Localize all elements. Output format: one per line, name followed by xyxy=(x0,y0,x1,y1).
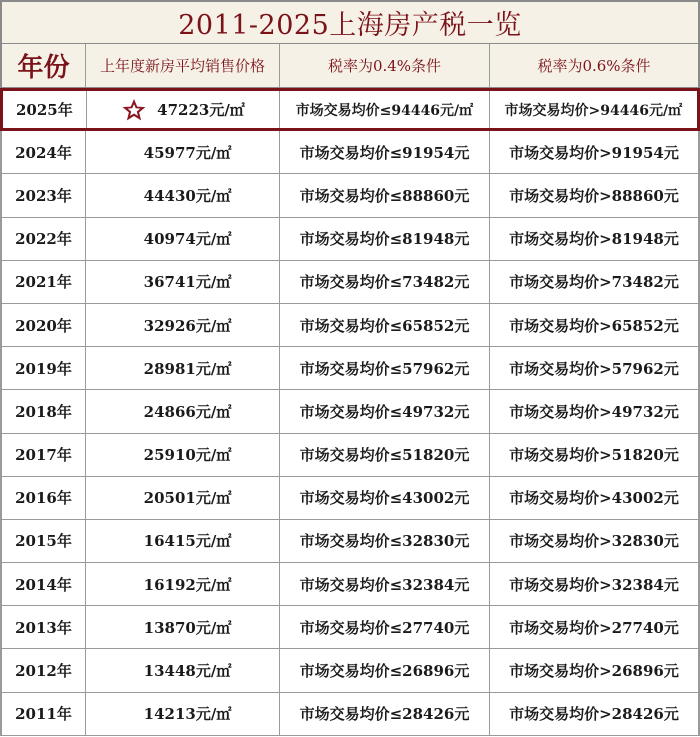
rate-high-cell xyxy=(490,434,698,476)
rate-low-value: 市场交易均价≤88860元 xyxy=(299,186,470,205)
rate-high-value: 市场交易均价>73482元 xyxy=(509,273,679,292)
rate-low-value: 市场交易均价≤43002元 xyxy=(299,489,470,508)
year-value: 2024年 xyxy=(15,143,72,162)
year-value: 2015年 xyxy=(15,532,72,551)
rate-low-value: 市场交易均价≤57962元 xyxy=(299,359,470,378)
price-cell xyxy=(86,649,280,691)
table-row xyxy=(0,477,700,520)
price-value: 47223元/㎡ xyxy=(157,101,245,120)
rate-high-value: 市场交易均价>49732元 xyxy=(509,402,679,421)
price-value: 13448元/㎡ xyxy=(143,662,232,681)
price-wrap xyxy=(121,97,245,123)
rate-low-cell xyxy=(280,347,490,389)
table-row xyxy=(0,606,700,649)
rate-high-cell xyxy=(490,477,698,519)
rate-high-cell xyxy=(490,261,698,303)
year-value: 2022年 xyxy=(15,230,72,249)
header-rate-low xyxy=(280,44,490,87)
rate-high-value: 市场交易均价>26896元 xyxy=(509,662,679,681)
price-cell xyxy=(86,477,280,519)
header-rate-high xyxy=(490,44,698,87)
header-rate-high-label: 税率为0.6%条件 xyxy=(537,57,651,75)
price-value: 20501元/㎡ xyxy=(143,489,232,508)
year-cell xyxy=(2,174,86,216)
rate-high-cell xyxy=(490,91,697,128)
table-row xyxy=(0,434,700,477)
year-cell xyxy=(2,520,86,562)
header-year-label: 年份 xyxy=(17,53,70,83)
rate-low-value: 市场交易均价≤91954元 xyxy=(299,143,470,162)
year-cell xyxy=(2,304,86,346)
rate-low-cell xyxy=(280,434,490,476)
price-cell xyxy=(86,520,280,562)
price-cell xyxy=(86,304,280,346)
price-cell xyxy=(86,390,280,432)
year-cell xyxy=(3,91,87,128)
table-row xyxy=(0,174,700,217)
price-value: 44430元/㎡ xyxy=(143,186,232,205)
year-value: 2011年 xyxy=(15,705,72,724)
year-cell xyxy=(2,347,86,389)
price-value: 45977元/㎡ xyxy=(143,143,232,162)
rate-low-cell xyxy=(280,304,490,346)
price-cell xyxy=(87,91,280,128)
table-row xyxy=(0,218,700,261)
rate-high-cell xyxy=(490,606,698,648)
rate-high-value: 市场交易均价>28426元 xyxy=(509,705,679,724)
price-value: 16192元/㎡ xyxy=(143,575,232,594)
price-cell xyxy=(86,131,280,173)
price-value: 36741元/㎡ xyxy=(143,273,232,292)
rate-high-value: 市场交易均价>27740元 xyxy=(509,618,679,637)
rate-high-cell xyxy=(490,390,698,432)
rate-low-cell xyxy=(280,131,490,173)
year-value: 2016年 xyxy=(15,489,72,508)
table-header xyxy=(0,44,700,88)
price-cell xyxy=(86,563,280,605)
rate-low-value: 市场交易均价≤65852元 xyxy=(299,316,470,335)
year-cell xyxy=(2,563,86,605)
star-icon xyxy=(121,97,147,123)
price-value: 16415元/㎡ xyxy=(143,532,232,551)
year-value: 2023年 xyxy=(15,186,72,205)
year-value: 2013年 xyxy=(15,618,72,637)
rate-high-value: 市场交易均价>94446元/㎡ xyxy=(504,102,683,119)
price-cell xyxy=(86,693,280,735)
rate-high-cell xyxy=(490,520,698,562)
rate-low-value: 市场交易均价≤28426元 xyxy=(299,705,470,724)
header-price-label: 上年度新房平均销售价格 xyxy=(99,57,265,75)
rate-high-cell xyxy=(490,347,698,389)
rate-high-cell xyxy=(490,563,698,605)
rate-low-cell xyxy=(280,693,490,735)
rate-high-value: 市场交易均价>65852元 xyxy=(509,316,679,335)
table-body xyxy=(0,88,700,736)
rate-high-cell xyxy=(490,131,698,173)
rate-high-value: 市场交易均价>81948元 xyxy=(509,230,679,249)
price-value: 13870元/㎡ xyxy=(143,618,232,637)
year-value: 2017年 xyxy=(15,446,72,465)
table-row xyxy=(0,649,700,692)
year-cell xyxy=(2,434,86,476)
price-value: 32926元/㎡ xyxy=(143,316,232,335)
table-row-highlighted xyxy=(0,88,700,131)
rate-low-value: 市场交易均价≤73482元 xyxy=(299,273,470,292)
header-rate-low-label: 税率为0.4%条件 xyxy=(327,57,442,75)
price-cell xyxy=(86,347,280,389)
rate-high-value: 市场交易均价>32384元 xyxy=(509,575,679,594)
year-cell xyxy=(2,218,86,260)
year-value: 2021年 xyxy=(15,273,72,292)
rate-high-value: 市场交易均价>51820元 xyxy=(509,446,679,465)
year-cell xyxy=(2,649,86,691)
rate-low-cell xyxy=(280,91,489,128)
table-row xyxy=(0,390,700,433)
rate-high-cell xyxy=(490,304,698,346)
table-row xyxy=(0,261,700,304)
rate-low-cell xyxy=(280,477,490,519)
year-cell xyxy=(2,261,86,303)
rate-high-cell xyxy=(490,218,698,260)
rate-high-value: 市场交易均价>88860元 xyxy=(509,186,679,205)
year-cell xyxy=(2,693,86,735)
rate-low-cell xyxy=(280,390,490,432)
price-value: 14213元/㎡ xyxy=(143,705,232,724)
table-row xyxy=(0,563,700,606)
table-row xyxy=(0,693,700,736)
rate-low-value: 市场交易均价≤26896元 xyxy=(299,662,470,681)
price-cell xyxy=(86,606,280,648)
rate-low-cell xyxy=(280,520,490,562)
price-cell xyxy=(86,218,280,260)
rate-low-value: 市场交易均价≤94446元/㎡ xyxy=(295,102,474,119)
title-bar xyxy=(0,0,700,44)
rate-low-cell xyxy=(280,218,490,260)
year-value: 2018年 xyxy=(15,402,72,421)
price-cell xyxy=(86,434,280,476)
price-value: 40974元/㎡ xyxy=(143,230,232,249)
year-value: 2019年 xyxy=(15,359,72,378)
year-cell xyxy=(2,131,86,173)
rate-high-value: 市场交易均价>43002元 xyxy=(509,489,679,508)
price-value: 28981元/㎡ xyxy=(143,359,232,378)
year-value: 2020年 xyxy=(15,316,72,335)
year-cell xyxy=(2,606,86,648)
rate-low-cell xyxy=(280,261,490,303)
header-year xyxy=(2,44,86,87)
price-cell xyxy=(86,174,280,216)
rate-low-value: 市场交易均价≤51820元 xyxy=(299,446,470,465)
table-row xyxy=(0,347,700,390)
year-value: 2025年 xyxy=(16,101,73,120)
page-title: 2011-2025上海房产税一览 xyxy=(178,10,522,41)
price-cell xyxy=(86,261,280,303)
year-cell xyxy=(2,477,86,519)
year-cell xyxy=(2,390,86,432)
rate-low-value: 市场交易均价≤27740元 xyxy=(299,618,470,637)
table-row xyxy=(0,304,700,347)
rate-high-value: 市场交易均价>91954元 xyxy=(509,143,679,162)
rate-high-cell xyxy=(490,649,698,691)
rate-high-cell xyxy=(490,693,698,735)
rate-high-cell xyxy=(490,174,698,216)
price-value: 24866元/㎡ xyxy=(143,402,232,421)
year-value: 2014年 xyxy=(15,575,72,594)
rate-high-value: 市场交易均价>57962元 xyxy=(509,359,679,378)
table-row xyxy=(0,131,700,174)
rate-low-value: 市场交易均价≤81948元 xyxy=(299,230,470,249)
rate-high-value: 市场交易均价>32830元 xyxy=(509,532,679,551)
year-value: 2012年 xyxy=(15,662,72,681)
rate-low-cell xyxy=(280,606,490,648)
rate-low-cell xyxy=(280,174,490,216)
rate-low-cell xyxy=(280,563,490,605)
price-value: 25910元/㎡ xyxy=(143,446,232,465)
rate-low-value: 市场交易均价≤32830元 xyxy=(299,532,470,551)
rate-low-value: 市场交易均价≤49732元 xyxy=(299,402,470,421)
table-row xyxy=(0,520,700,563)
header-price xyxy=(86,44,280,87)
rate-low-cell xyxy=(280,649,490,691)
rate-low-value: 市场交易均价≤32384元 xyxy=(299,575,470,594)
